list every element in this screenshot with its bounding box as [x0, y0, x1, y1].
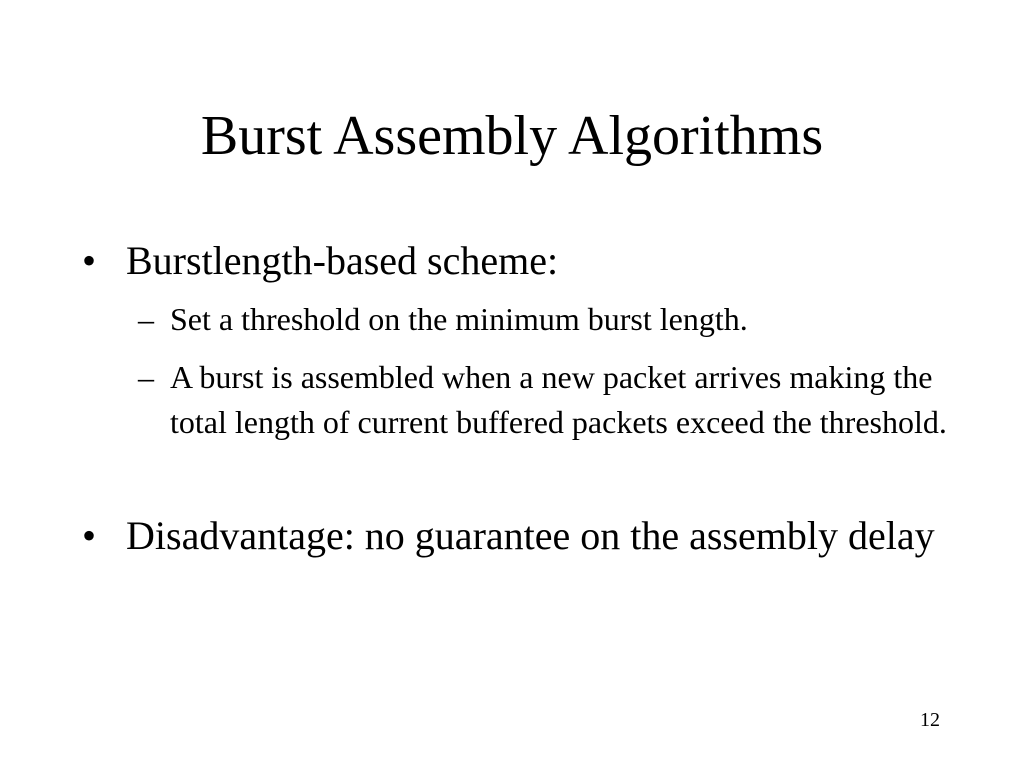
sub-bullet-text: Set a threshold on the minimum burst length. — [170, 301, 748, 337]
bullet-marker: • — [82, 513, 97, 558]
page-number: 12 — [920, 709, 940, 731]
bullet-burstlength-scheme — [82, 234, 962, 287]
slide-title: Burst Assembly Algorithms — [200, 105, 824, 167]
bullet-text: Burstlength-based scheme: — [126, 238, 559, 283]
sub-bullet-marker: – — [138, 359, 154, 395]
sub-bullet-assembly-rule — [138, 355, 958, 445]
sub-bullet-text: A burst is assembled when a new packet arrives making the total length of current buffered packets exceed the threshold. — [170, 359, 947, 440]
sub-bullet-marker: – — [138, 301, 154, 337]
bullet-disadvantage — [82, 509, 962, 562]
bullet-text: Disadvantage: no guarantee on the assembly delay — [126, 513, 935, 558]
bullet-marker: • — [82, 238, 97, 283]
sub-bullet-threshold — [138, 297, 958, 342]
